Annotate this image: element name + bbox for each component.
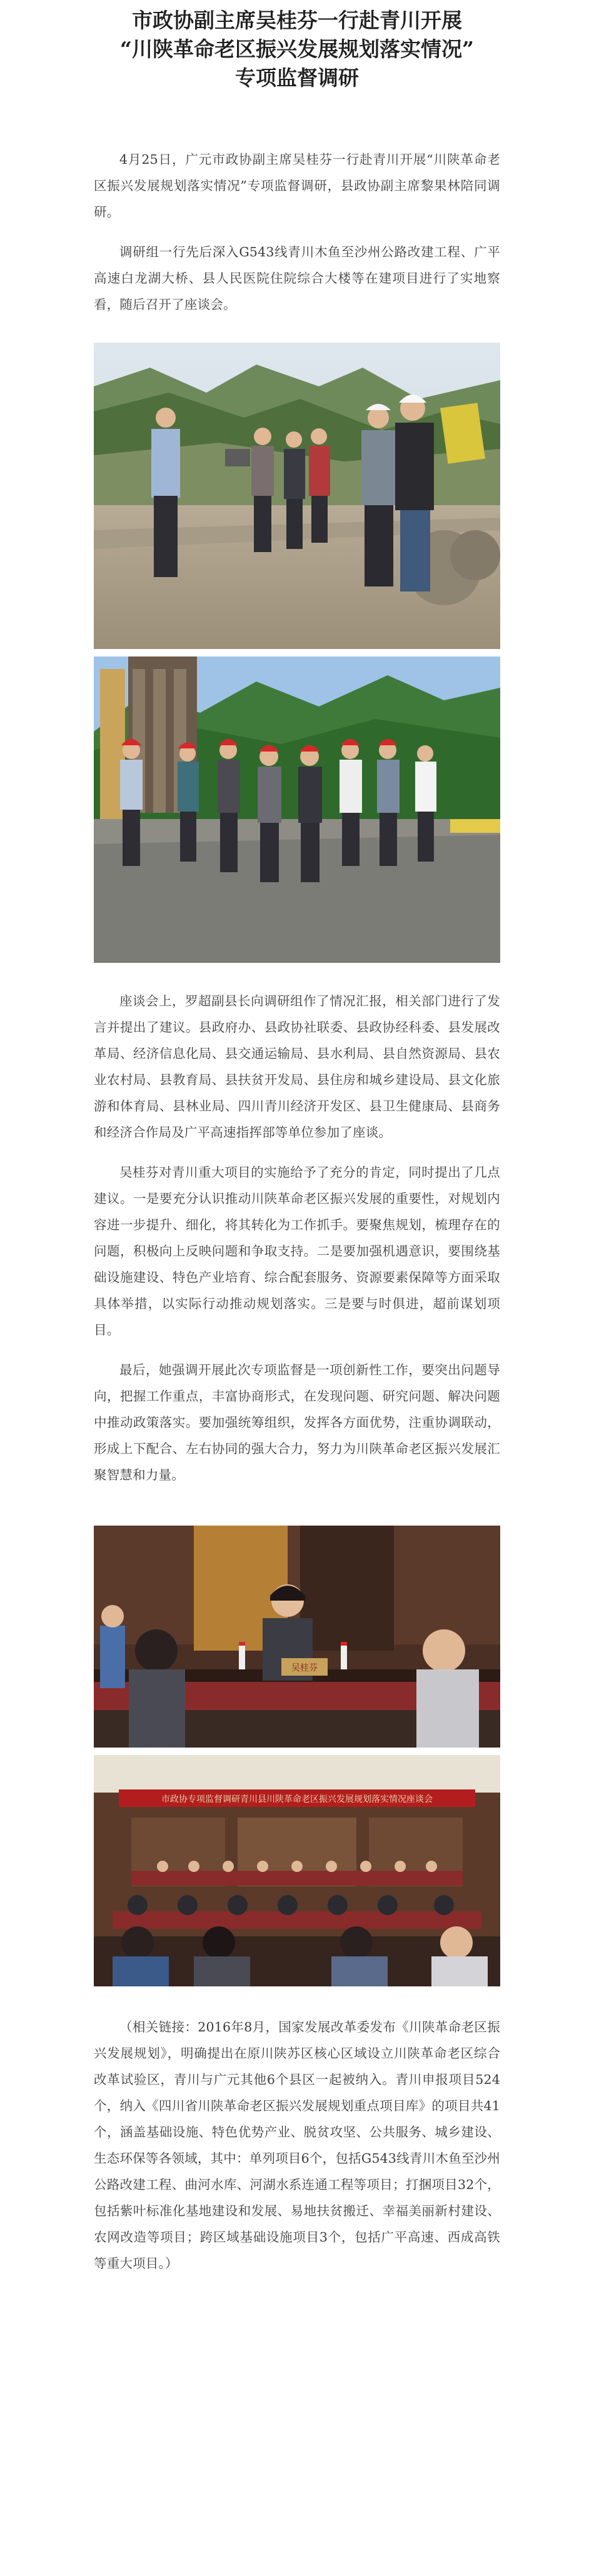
photo-forum-wide <box>94 1755 500 1986</box>
photo-bridge-construction-visit-image <box>94 657 500 963</box>
paragraph-visit: 调研组一行先后深入G543线青川木鱼至沙州公路改建工程、广平高速白龙湖大桥、县人民医院住院综合大楼等在建项目进行了实地察看，随后召开了座谈会。 <box>94 244 500 312</box>
paragraph-suggestions: 吴桂芬对青川重大项目的实施给予了充分的肯定，同时提出了几点建议。一是要充分认识推动川陕革命老区振兴发展的重要性，对规划内容进一步提升、细化，将其转化为工作抓手。要聚焦规划，梳理存在的问题，积极向上反映问题和争取支持。二是要加强机遇意识，要围绕基础设施建设、特色产业培育、综合配套服务、资源要素保障等方面采取具体举措，以实际行动推动规划落实。三是要与时俱进，超前谋划项目。 <box>94 1165 500 1337</box>
paragraph-forum: 座谈会上，罗超副县长向调研组作了情况汇报，相关部门进行了发言并提出了建议。县政府办、县政协社联委、县政协经科委、县发展改革局、经济信息化局、县交通运输局、县水利局、县自然资源局、县农业农村局、县教育局、县扶贫开发局、县住房和城乡建设局、县文化旅游和体育局、县林业局、四川青川经济开发区、县卫生健康局、县商务和经济合作局及广平高速指挥部等单位参加了座谈。 <box>94 994 500 1140</box>
photo-road-site-visit <box>94 343 500 649</box>
related-links <box>94 2014 500 2277</box>
nameplate-text: 吴桂芬 <box>291 1663 318 1673</box>
article-body <box>0 146 594 2277</box>
paragraph-intro: 4月25日，广元市政协副主席吴桂芬一行赴青川开展“川陕革命老区振兴发展规划落实情况”专项监督调研，县政协副主席黎果林陪同调研。 <box>94 152 500 219</box>
photo-road-site-visit-image <box>94 343 500 649</box>
article-title <box>0 0 594 93</box>
photo-forum-speaker <box>94 1526 500 1748</box>
paragraph-related-links: （相关链接：2016年8月，国家发展改革委发布《川陕革命老区振兴发展规划》，明确提出在原川陕苏区核心区域设立川陕革命老区综合改革试验区，青川与广元其他6个县区一起被纳入。青川申报项目524个，纳入《四川省川陕革命老区振兴发展规划重点项目库》的项目共41个，涵盖基础设施、特色优势产业、脱贫攻坚、公共服务、城乡建设、生态环保等各领域，其中：单列项目6个，包括G543线青川木鱼至沙州公路改建工程、曲河水库、河湖水系连通工程等项目；打捆项目32个，包括紫叶标准化基地建设和发展、易地扶贫搬迁、幸福美丽新村建设、农网改造等项目；跨区域基础设施项目3个，包括广平高速、西成高铁等重大项目。） <box>94 2020 500 2271</box>
paragraph-conclusion: 最后，她强调开展此次专项监督是一项创新性工作，要突出问题导向，把握工作重点，丰富协商形式，在发现问题、研究问题、解决问题中推动政策落实。要加强统筹组织，发挥各方面优势，注重协调联动，形成上下配合、左右协同的强大合力，努力为川陕革命老区振兴发展汇聚智慧和力量。 <box>94 1362 500 1482</box>
banner-text: 市政协专项监督调研青川县川陕革命老区振兴发展规划落实情况座谈会 <box>161 1794 433 1804</box>
title-line-2: “川陕革命老区振兴发展规划落实情况” <box>120 37 474 61</box>
title-line-3: 专项监督调研 <box>235 66 359 90</box>
title-line-1: 市政协副主席吴桂芬一行赴青川开展 <box>132 8 462 33</box>
photo-bridge-construction-visit <box>94 657 500 963</box>
photo-forum-speaker-image <box>94 1526 500 1748</box>
photo-forum-wide-image <box>94 1755 500 1986</box>
